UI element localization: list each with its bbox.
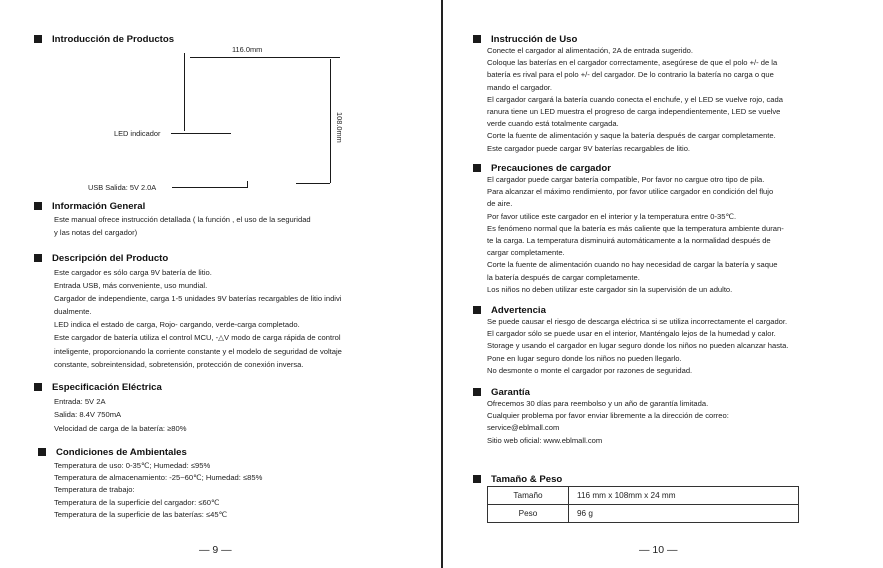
page-number: — 10 — <box>639 544 678 556</box>
precautions-text <box>487 174 784 296</box>
bullet-square-icon <box>473 164 481 172</box>
led-indicator-label: LED indicador <box>114 129 161 138</box>
bullet-square-icon <box>34 254 42 262</box>
led-pointer-line <box>171 133 231 134</box>
section-heading-precautions <box>473 163 611 174</box>
text-line: Pone en lugar seguro donde los niños no pueden llegarlo. <box>487 353 682 363</box>
page-number: — 9 — <box>199 544 232 556</box>
section-heading-warning <box>473 305 546 316</box>
text-line: mando el cargador. <box>487 82 553 92</box>
bullet-square-icon <box>34 35 42 43</box>
text-line: Para alcanzar el máximo rendimiento, por favor utilice cargador en condición del flujo <box>487 187 774 197</box>
bullet-square-icon <box>473 388 481 396</box>
description-title: Descripción del Producto <box>52 253 169 264</box>
text-line: LED indica el estado de carga, Rojo- cargando, verde-carga completado. <box>54 320 300 330</box>
text-line: Coloque las baterías en el cargador correctamente, asegúrese de que el polo +/- de la <box>487 58 778 68</box>
section-heading-size-weight <box>473 474 562 485</box>
text-line: te la carga. La temperatura disminuirá automáticamente a la normalidad después de <box>487 236 771 246</box>
text-line: Cualquier problema por favor enviar libremente a la dirección de correo: <box>487 411 729 421</box>
text-line: Corte la fuente de alimentación cuando no hay necesidad de cargar la batería y saque <box>487 260 778 270</box>
text-line: Temperatura de la superficie del cargador: ≤60℃ <box>54 497 220 507</box>
text-line: Temperatura de uso: 0-35℃; Humedad: ≤95% <box>54 461 211 470</box>
text-line: Ofrecemos 30 días para reembolso y un año de garantía limitada. <box>487 399 709 408</box>
dimension-height-bottom <box>296 183 330 184</box>
left-page <box>0 0 441 568</box>
text-line: Temperatura de almacenamiento: -25~60℃; Humedad: ≤85% <box>54 473 263 483</box>
text-line: El cargador puede cargar batería compatible, Por favor no cargue otro tipo de pila. <box>487 175 765 184</box>
dimension-height-label: 108.0mm <box>335 112 344 143</box>
bullet-square-icon <box>473 306 481 314</box>
text-line: Este manual ofrece instrucción detallada ( la función , el uso de la seguridad <box>54 215 311 224</box>
text-line: Los niños no deben utilizar este cargador sin la supervisión de un adulto. <box>487 284 733 294</box>
usb-pointer-tick <box>247 181 248 188</box>
dimension-width-label: 116.0mm <box>232 45 263 54</box>
intro-title: Introducción de Productos <box>52 34 175 45</box>
text-line: Sitio web oficial: www.eblmall.com <box>487 435 603 445</box>
text-line: Cargador de independiente, carga 1-5 unidades 9V baterías recargables de litio indivi <box>54 294 342 304</box>
text-line: ranura tiene un LED muestra el progreso de carga independientemente, LED se vuelve <box>487 107 781 117</box>
section-heading-environment <box>38 447 187 458</box>
text-line: Entrada USB, más conveniente, uso mundial. <box>54 281 208 291</box>
warning-title: Advertencia <box>491 305 546 316</box>
environment-title: Condiciones de Ambientales <box>56 447 187 458</box>
right-page <box>443 0 883 568</box>
dimension-height-line <box>330 59 331 183</box>
text-line: Conecte el cargador al alimentación, 2A de entrada sugerido. <box>487 46 694 55</box>
bullet-square-icon <box>473 35 481 43</box>
usage-title: Instrucción de Uso <box>491 34 578 45</box>
text-line: Por favor utilice este cargador en el interior y la temperatura entre 0-35℃. <box>487 211 737 221</box>
section-heading-electrical <box>34 382 162 393</box>
text-line: batería es rival para el polo +/- del cargador. De lo contrario la batería no carga o que <box>487 70 774 80</box>
table-cell-value: 116 mm x 108mm x 24 mm <box>569 487 799 505</box>
text-line: Este cargador de batería utiliza el control MCU, -△V modo de carga rápida de control <box>54 333 341 343</box>
description-text <box>54 266 342 371</box>
usage-text <box>487 45 783 155</box>
text-line: inteligente, proporcionando la corriente constante y el modelo de seguridad de voltaje <box>54 346 342 356</box>
size-weight-table <box>487 486 799 523</box>
table-cell-value: 96 g <box>569 505 799 523</box>
section-heading-general <box>34 201 145 212</box>
text-line: Velocidad de carga de la batería: ≥80% <box>54 423 187 433</box>
text-line: dualmente. <box>54 307 92 317</box>
text-line: Temperatura de trabajo: <box>54 485 135 495</box>
section-heading-intro <box>34 34 174 45</box>
text-line: Corte la fuente de alimentación y saque la batería después de cargar completamente. <box>487 131 776 141</box>
electrical-text <box>54 395 187 435</box>
table-row <box>488 487 799 505</box>
text-line: Storage y usando el cargador en lugar seguro donde los niños no pueden alcanzar hasta. <box>487 341 789 351</box>
precautions-title: Precauciones de cargador <box>491 163 611 174</box>
bullet-square-icon <box>38 448 46 456</box>
bullet-square-icon <box>34 202 42 210</box>
text-line: Temperatura de la superficie de las baterías: ≤45℃ <box>54 509 228 519</box>
text-line: de aire. <box>487 199 513 209</box>
diagram-left-edge <box>184 53 185 131</box>
text-line: Se puede causar el riesgo de descarga eléctrica si se utiliza incorrectamente el cargador. <box>487 317 788 326</box>
text-line: la batería después de cargar completamente. <box>487 272 640 282</box>
text-line: y las notas del cargador) <box>54 228 138 238</box>
table-cell-label: Peso <box>488 505 569 523</box>
table-row <box>488 505 799 523</box>
section-heading-warranty <box>473 387 530 398</box>
usb-pointer-line <box>172 187 247 188</box>
section-heading-description <box>34 253 168 264</box>
environment-text <box>54 460 262 521</box>
size-weight-title: Tamaño & Peso <box>491 474 563 485</box>
text-line: verde cuando está totalmente cargada. <box>487 119 619 129</box>
warranty-title: Garantía <box>491 387 530 398</box>
text-line: Salida: 8.4V 750mA <box>54 410 122 420</box>
text-line: El cargador sólo se puede usar en el interior, Manténgalo lejos de la humedad y calor. <box>487 329 776 339</box>
general-text <box>54 214 311 239</box>
text-line: No desmonte o monte el cargador por razones de seguridad. <box>487 365 693 375</box>
dimension-width-line <box>190 57 340 58</box>
general-title: Información General <box>52 201 146 212</box>
text-line: constante, sobreintensidad, sobretensión, protección de conexión inversa. <box>54 359 304 369</box>
section-heading-usage <box>473 34 577 45</box>
warranty-text <box>487 398 729 447</box>
text-line: Entrada: 5V 2A <box>54 397 106 406</box>
text-line: Es fenómeno normal que la batería es más caliente que la temperatura ambiente duran- <box>487 223 784 233</box>
usb-output-label: USB Salida: 5V 2.0A <box>88 183 157 192</box>
bullet-square-icon <box>473 475 481 483</box>
text-line: El cargador cargará la batería cuando conecta el enchufe, y el LED se vuelve rojo, cada <box>487 94 783 104</box>
text-line: Este cargador es sólo carga 9V batería de litio. <box>54 268 212 277</box>
text-line: Este cargador puede cargar 9V baterías recargables de litio. <box>487 143 691 153</box>
text-line: service@eblmall.com <box>487 423 560 433</box>
table-cell-label: Tamaño <box>488 487 569 505</box>
text-line: cargar completamente. <box>487 248 565 258</box>
bullet-square-icon <box>34 383 42 391</box>
electrical-title: Especificación Eléctrica <box>52 382 162 393</box>
warning-text <box>487 316 788 377</box>
